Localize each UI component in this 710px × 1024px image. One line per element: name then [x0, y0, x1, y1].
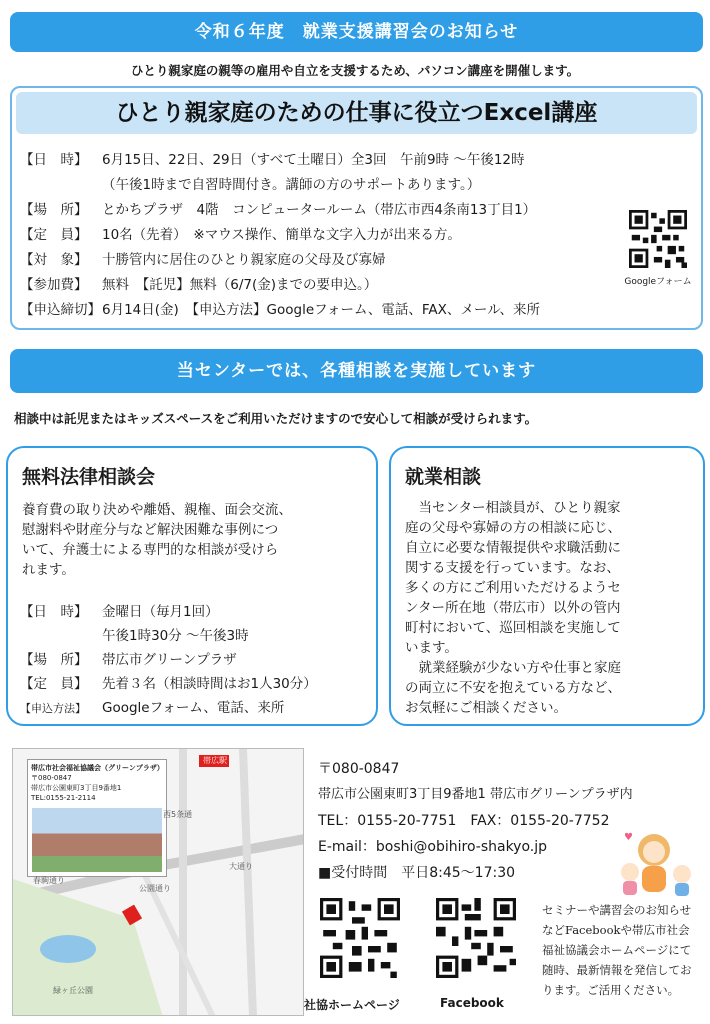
event-row-datetime: 【日 時】 6月15日、22日、29日（すべて土曜日）全3回 午前9時 ～午後12時 — [20, 152, 525, 168]
event-title: ひとり親家庭のための仕事に役立つExcel講座 — [16, 92, 697, 134]
legal-description: 養育費の取り決めや離婚、親権、面会交流、 慰謝料や財産分与など解決困難な事例につ いて、弁護士による専門的な相談が受けら れます。 — [22, 502, 292, 578]
legal-row-capacity: 【定 員】 先着３名（相談時間はお1人30分） — [20, 676, 317, 692]
event-row-datetime-note: （午後1時まで自習時間付き。講師の方のサポートあります。） — [102, 177, 481, 193]
access-map[interactable] — [12, 748, 304, 1016]
center-banner-title: 当センターでは、各種相談を実施しています — [176, 361, 537, 381]
event-row-fee: 【参加費】 無料 【託児】無料（6/7(金)までの要申込。） — [20, 277, 378, 293]
legal-row-time: 午後1時30分 ～午後3時 — [102, 628, 249, 644]
reception-hours: ■受付時間 平日8:45～17:30 — [318, 865, 516, 881]
legal-row-place: 【場 所】 帯広市グリーンプラザ — [20, 652, 237, 668]
map-park-label: 緑ヶ丘公園 — [53, 986, 93, 995]
legal-title: 無料法律相談会 — [22, 466, 156, 488]
intro-text: ひとり親家庭の親等の雇用や自立を支援するため、パソコン講座を開催します。 — [130, 63, 580, 78]
job-description: 当センター相談員が、ひとり親家 庭の父母や寡婦の方の相談に応じ、 自立に必要な情報提供や求職活動に 関する支援を行っています。なお、 多くの方にご利用いただけるようセ ンター所在地（帯広市）以外の管内 町村において、巡回相談を実施して います。 就業経験が少ない方や仕事と家庭 の両立に不安を抱えている方など、 お気軽にご相談ください。 — [405, 500, 621, 716]
homepage-qr-icon[interactable] — [320, 898, 400, 978]
google-form-qr-icon[interactable] — [629, 210, 687, 268]
facebook-qr-icon[interactable] — [436, 898, 516, 978]
svg-text:♥: ♥ — [624, 832, 633, 843]
facebook-qr-label: Facebook — [440, 996, 504, 1010]
email-link[interactable]: E-mail：boshi@obihiro-shakyo.jp — [318, 839, 548, 855]
address: 帯広市公園東町3丁目9番地1 帯広市グリーンプラザ内 — [318, 787, 633, 802]
map-road-label: 大通り — [229, 862, 253, 871]
center-banner — [10, 349, 703, 393]
legal-row-datetime: 【日 時】 金曜日（毎月1回） — [20, 604, 219, 620]
map-road-label: 春駒通り — [33, 876, 65, 885]
family-illustration-icon — [618, 828, 700, 898]
homepage-qr-label: 社協ホームページ — [304, 998, 400, 1012]
google-form-qr-label: Googleフォーム — [624, 277, 692, 287]
map-road-label: 公園通り — [139, 884, 171, 893]
map-road-label: 西5条通 — [163, 810, 193, 819]
legal-row-apply: 【申込方法】 Googleフォーム、電話、来所 — [20, 700, 285, 716]
job-consult-card — [389, 446, 705, 726]
map-callout: 帯広市社会福祉協議会（グリーンプラザ） 〒080-0847 帯広市公園東町3丁目9番地1 TEL:0155-21-2114 — [27, 759, 167, 877]
seminar-note: セミナーや講習会のお知らせなどFacebookや帯広市社会福祉協議会ホームページにて随時、最新情報を発信しております。ご活用ください。 — [542, 903, 692, 997]
event-row-place: 【場 所】 とかちプラザ 4階 コンピュータールーム（帯広市西4条南13丁目1） — [20, 202, 537, 218]
legal-consult-card — [6, 446, 378, 726]
building-photo — [32, 808, 162, 872]
consult-note: 相談中は託児またはキッズスペースをご利用いただけますので安心して相談が受けられます。 — [14, 411, 538, 426]
postal-code: 〒080-0847 — [318, 761, 400, 777]
phone-fax: TEL：0155-20-7751 FAX：0155-20-7752 — [318, 813, 610, 829]
event-row-capacity: 【定 員】 10名（先着） ※マウス操作、簡単な文字入力が出来る方。 — [20, 227, 461, 243]
header-title: 令和６年度 就業支援講習会のお知らせ — [194, 22, 519, 42]
header-banner — [10, 12, 703, 52]
event-box — [10, 86, 703, 330]
contact-info — [318, 756, 633, 886]
map-station-label: 帯広駅 — [203, 756, 227, 765]
event-row-deadline: 【申込締切】6月14日(金) 【申込方法】Googleフォーム、電話、FAX、メール、来所 — [20, 302, 541, 318]
event-row-target: 【対 象】 十勝管内に居住のひとり親家庭の父母及び寡婦 — [20, 252, 386, 268]
job-title: 就業相談 — [405, 466, 482, 488]
